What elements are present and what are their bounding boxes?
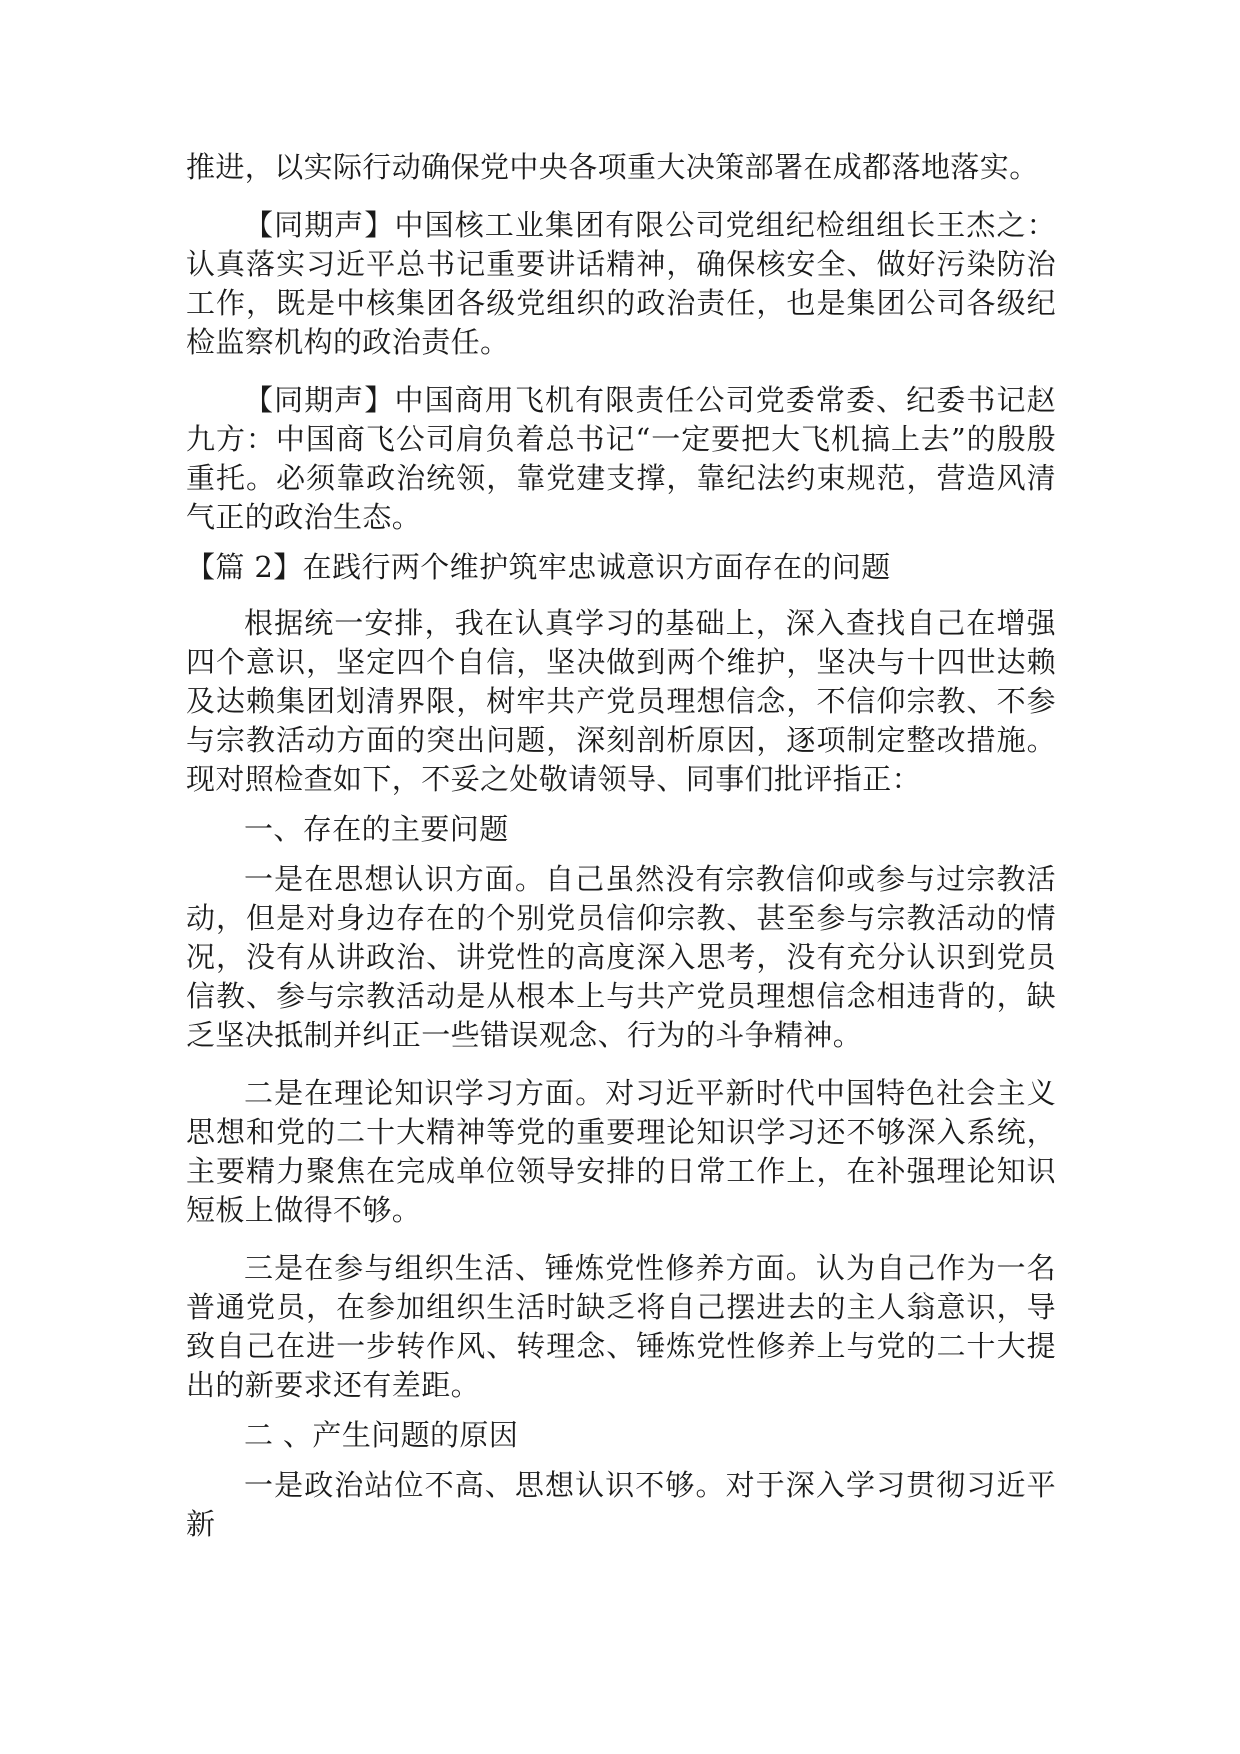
section-title-part-2: 【篇 2】在践行两个维护筑牢忠诚意识方面存在的问题 [186, 550, 891, 584]
heading-causes: 二 、产生问题的原因 [244, 1418, 519, 1452]
paragraph-intro: 根据统一安排，我在认真学习的基础上，深入查找自己在增强四个意识，坚定四个自信，坚决做到两个维护，坚决与十四世达赖及达赖集团划清界限，树牢共产党员理想信念，不信仰宗教、不参与宗教活动方面的突出问题，深刻剖析原因，逐项制定整改措施。现对照检查如下，不妥之处敬请领导、同事们批评指正： [186, 606, 1056, 796]
paragraph-problem-1: 一是在思想认识方面。自己虽然没有宗教信仰或参与过宗教活动，但是对身边存在的个别党员信仰宗教、甚至参与宗教活动的情况，没有从讲政治、讲党性的高度深入思考，没有充分认识到党员信教、参与宗教活动是从根本上与共产党员理想信念相违背的，缺乏坚决抵制并纠正一些错误观念、行为的斗争精神。 [186, 862, 1056, 1052]
paragraph-cause-1: 一是政治站位不高、思想认识不够。对于深入学习贯彻习近平新 [186, 1468, 1056, 1541]
heading-main-problems: 一、存在的主要问题 [244, 812, 509, 846]
document-body [186, 148, 1056, 1563]
paragraph-continuation: 推进，以实际行动确保党中央各项重大决策部署在成都落地落实。 [186, 150, 1039, 184]
paragraph-quote-wang: 【同期声】中国核工业集团有限公司党组纪检组组长王杰之：认真落实习近平总书记重要讲话精神，确保核安全、做好污染防治工作，既是中核集团各级党组织的政治责任，也是集团公司各级纪检监察机构的政治责任。 [186, 208, 1056, 359]
paragraph-quote-zhao: 【同期声】中国商用飞机有限责任公司党委常委、纪委书记赵九方：中国商飞公司肩负着总书记“一定要把大飞机搞上去”的殷殷重托。必须靠政治统领，靠党建支撑，靠纪法约束规范，营造风清气正的政治生态。 [186, 383, 1056, 534]
paragraph-problem-3: 三是在参与组织生活、锤炼党性修养方面。认为自己作为一名普通党员，在参加组织生活时缺乏将自己摆进去的主人翁意识，导致自己在进一步转作风、转理念、锤炼党性修养上与党的二十大提出的新要求还有差距。 [186, 1251, 1056, 1402]
paragraph-problem-2: 二是在理论知识学习方面。对习近平新时代中国特色社会主义思想和党的二十大精神等党的重要理论知识学习还不够深入系统，主要精力聚焦在完成单位领导安排的日常工作上，在补强理论知识短板上做得不够。 [186, 1076, 1056, 1227]
